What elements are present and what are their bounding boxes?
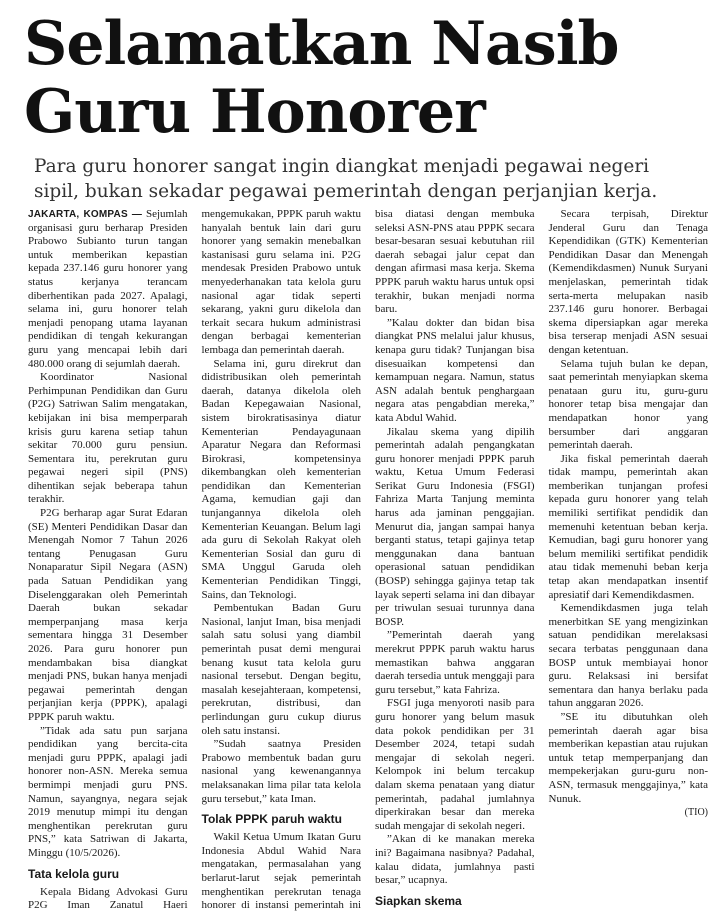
paragraph-1-text: Sejumlah organisasi guru berharap Presiden Prabowo Subianto turun tangan untuk memberikan kepastian kepada 237.146 guru honorer yang status kerjanya terancam diberhentikan pada 2027. Apalagi, selama ini, guru honorer telah menjadi penopang utama layanan pendidikan di tengah kekurangan guru yang mencapai lebih dari 480.000 orang di sejumlah daerah.: [28, 208, 188, 370]
author-credit: (TIO): [684, 807, 708, 819]
paragraph-3: P2G berharap agar Surat Edaran (SE) Menteri Pendidikan Dasar dan Menengah Nomor 7 Tahun 2026 tentang Penugasan Guru Nonaparatur Sipil Negara (ASN) pada Satuan Pendidikan yang Diselenggarakan oleh Pemerintah Daerah bukan sekadar memperpanjang masa kerja sementara hingga 31 Desember 2026. Para guru honorer pun mendambakan bisa diangkat menjadi PNS, bukan hanya menjadi pegawai pemerintah dengan perjanjian kerja (PPPK), apalagi PPPK paruh waktu.: [28, 507, 188, 723]
paragraph-8: ”Sudah saatnya Presiden Prabowo membentuk badan guru nasional yang kewenangannya melaksanakan lima pilar tata kelola guru tersebut,” kata Iman.: [201, 738, 361, 805]
paragraph-15: Secara terpisah, Direktur Jenderal Guru dan Tenaga Kependidikan (GTK) Kementerian Pendidikan Dasar dan Menengah (Kemendikdasmen) Nunuk Suryani menjelaskan, pemerintah tidak serta-merta melupakan nasib 237.146 guru honorer. Berbagai skema dipersiapkan agar mereka bisa terserap menjadi ASN sesuai dengan ketentuan.: [548, 208, 708, 356]
dateline: JAKARTA, KOMPAS —: [28, 209, 143, 220]
paragraph-16: Selama tujuh bulan ke depan, saat pemerintah menyiapkan skema penataan guru itu, guru-guru honorer tetap bisa mengajar dan mendapatkan honor yang bersumber dari anggaran pemerintah daerah.: [548, 357, 708, 452]
paragraph-18: Kemendikdasmen juga telah menerbitkan SE yang mengizinkan satuan pendidikan merelaksasi secara terbatas penggunaan dana BOSP untuk membiayai honor guru. Relaksasi ini bersifat sementara dan hanya berlaku pada tahun anggaran 2026.: [548, 602, 708, 710]
paragraph-1: [28, 208, 188, 371]
subheading-tata-kelola: Tata kelola guru: [28, 866, 120, 881]
paragraph-13: FSGI juga menyoroti nasib para guru honorer yang belum masuk data pokok pendidikan per 31 Desember 2024, tetapi sudah mengajar di sekolah negeri. Kelompok ini belum tercakup dalam skema penataan yang diatur pemerintah, padahal jumlahnya diperkirakan besar dan mereka sudah mengajar di sekolah negeri.: [375, 697, 535, 832]
paragraph-4: ”Tidak ada satu pun sarjana pendidikan yang bercita-cita menjadi guru PPPK, apalagi jadi honorer non-ASN. Mereka semua bermimpi menjadi guru PNS. Namun, sayangnya, negara sejak 2019 menutup mimpi itu dengan menghentikan perekrutan guru PNS,” kata Satriwan di Jakarta, Minggu (10/5/2026).: [28, 724, 188, 859]
headline-line-2: Guru Honorer: [24, 77, 485, 147]
subheading-tolak-pppk: Tolak PPPK paruh waktu: [201, 812, 342, 827]
paragraph-11: Jikalau skema yang dipilih pemerintah adalah pengangkatan guru honorer menjadi PPPK paruh waktu, Ketua Umum Federasi Serikat Guru Indonesia (FSGI) Fahriza Marta Tanjung meminta harus ada jaminan penggajian. Menurut dia, jangan sampai hanya berganti status, tetapi gajinya tetap menggunakan dana bantuan operasional satuan pendidikan (BOSP) sehingga gajinya tetap tak layak seperti selama ini dan dibayar per triwulan sesuai turunnya dana BOSP.: [375, 425, 535, 628]
paragraph-9: Wakil Ketua Umum Ikatan Guru Indonesia Abdul Wahid Nara mengatakan, permasalahan yang berlarut-larut sejak pemerintah menghentikan perekrutan tenaga honorer di instansi pemerintah ini bisa diatasi dengan membuka seleksi ASN-PNS atau PPPK secara besar-besaran sesuai kebutuhan riil daerah sebagai jalur cepat dan dengan afirmasi masa kerja. Skema PPPK paruh waktu harus untuk opsi terakhir, bukan menjadi norma baru.: [201, 208, 535, 912]
paragraph-7: Pembentukan Badan Guru Nasional, lanjut Iman, bisa menjadi salah satu solusi yang diambil pemerintah pusat demi mengurai benang kusut tata kelola guru nasional tersebut. Dengan begitu, masalah kesejahteraan, kompetensi, perekrutan, distribusi, dan perlindungan guru cukup diurus oleh satu instansi.: [201, 602, 361, 737]
subheading-siapkan-skema: Siapkan skema: [375, 893, 462, 908]
deck-subtitle: Para guru honorer sangat ingin diangkat menjadi pegawai negeri sipil, bukan sekadar pegawai pemerintah dengan perjanjian kerja.: [34, 156, 658, 202]
paragraph-10: ”Kalau dokter dan bidan bisa diangkat PNS melalui jalur khusus, kenapa guru tidak? Tunjangan bisa disesuaikan kompetensi dan kemampuan negara. Namun, status ASN adalah bentuk penghargaan negara atas pengabdian mereka,” kata Abdul Wahid.: [375, 316, 535, 424]
paragraph-19: ”SE itu dibutuhkan oleh pemerintah daerah agar bisa memberikan kepastian atau rujukan untuk tetap memperpanjang dan mempekerjakan guru-guru non-ASN, termasuk menggajinya,” kata Nunuk.: [548, 710, 708, 805]
headline: [24, 10, 704, 146]
paragraph-14: ”Akan di ke manakan mereka ini? Bagaimana nasibnya? Padahal, kalau didata, jumlahnya pasti besar,” ucapnya.: [375, 833, 535, 887]
headline-line-1: Selamatkan Nasib: [24, 9, 619, 79]
paragraph-2: Koordinator Nasional Perhimpunan Pendidikan dan Guru (P2G) Satriwan Salim mengatakan, kebijakan ini bisa memperparah krisis guru karena setiap tahun sekitar 70.000 guru pensiun. Sementara itu, perekrutan guru pegawai negeri sipil (PNS) dihentikan sejak beberapa tahun terakhir.: [28, 371, 188, 506]
article-body: [28, 208, 708, 916]
paragraph-12: ”Pemerintah daerah yang merekrut PPPK paruh waktu harus memastikan bahwa anggaran daerah tersedia untuk menggaji para guru tersebut,” kata Fahriza.: [375, 629, 535, 696]
paragraph-5: Kepala Bidang Advokasi Guru P2G Iman Zanatul Haeri mengemukakan, PPPK paruh waktu hanyalah bentuk lain dari guru honorer yang semakin menebalkan kastanisasi guru selama ini. P2G mendesak Presiden Prabowo untuk menyederhanakan tata kelola guru nasional agar tidak seperti sekarang, yakni guru dikelola dan terkait secara hukum administrasi dengan berbagai kementerian lembaga dan pemerintah daerah.: [28, 208, 361, 912]
paragraph-6: Selama ini, guru direkrut dan didistribusikan oleh pemerintah daerah, datanya dikelola oleh Badan Kepegawaian Nasional, sistem birokratisasinya diatur Kementerian Pendayagunaan Aparatur Negara dan Reformasi Birokrasi, kompetensinya dikembangkan oleh kementerian pendidikan dan Kementerian Agama, kemudian gaji dan tunjangannya dikelola oleh Kementerian Keuangan. Belum lagi ada guru di Sekolah Rakyat oleh Kementerian Sosial dan guru di SMA Unggul Garuda oleh Kementerian Pendidikan Tinggi, Sains, dan Teknologi.: [201, 357, 361, 601]
paragraph-17: Jika fiskal pemerintah daerah tidak mampu, pemerintah akan memberikan tunjangan profesi kepada guru honorer yang telah memiliki sertifikat pendidik dan memenuhi ketentuan beban kerja. Kemudian, bagi guru honorer yang belum memiliki sertifikat pendidik atau tidak memenuhi beban kerja tetap akan mendapatkan insentif apresiatif dari Kemendikdasmen.: [548, 452, 708, 601]
